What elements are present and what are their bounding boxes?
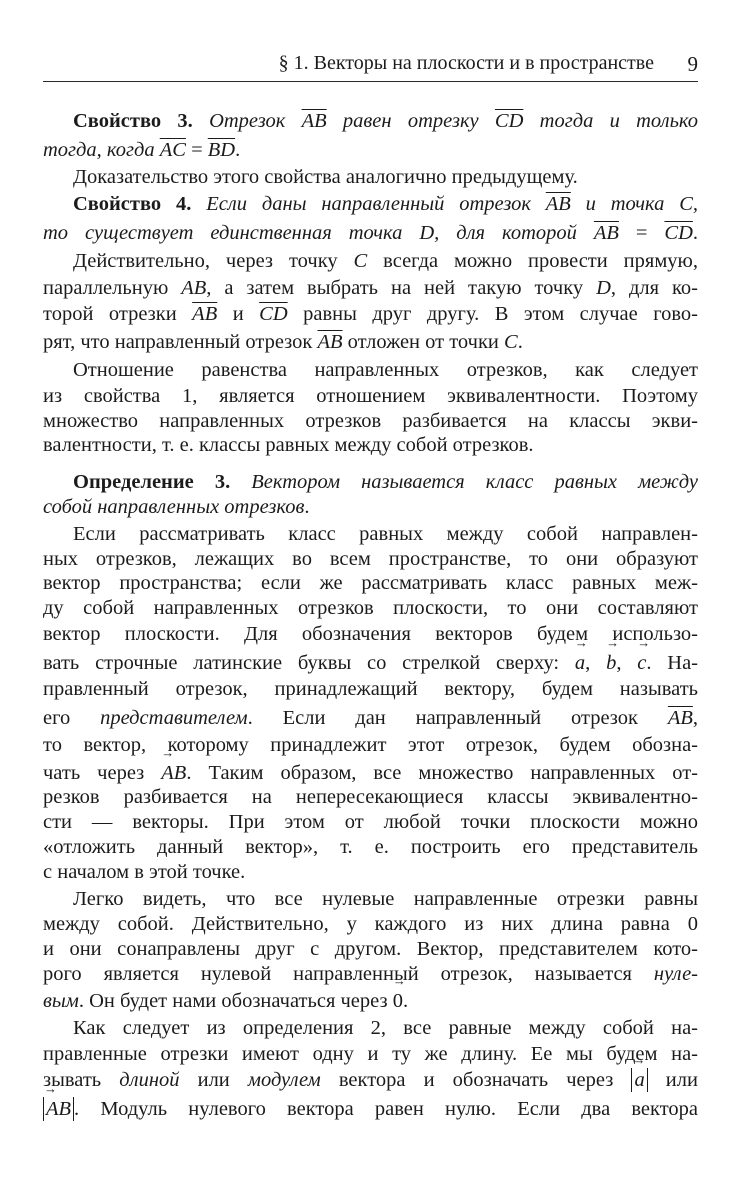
text-line — [43, 887, 698, 911]
text-run: $\overline{AB}$ — [317, 331, 343, 353]
text-line — [43, 810, 698, 834]
page-body — [43, 0, 698, 1182]
text-line — [43, 384, 698, 408]
text-run: → c — [637, 651, 646, 675]
text-run: $\overline{AB}$ — [593, 222, 619, 244]
text-run: , — [585, 652, 607, 674]
text-run: Если даны направленный отрезок — [206, 193, 546, 215]
text-run: → b — [606, 651, 616, 675]
text-run: то вектор, которому принадлежит этот отрезок, будем обозна- — [43, 734, 698, 756]
text-run: → AB — [43, 1097, 74, 1121]
text-run: , для ко- — [610, 277, 698, 299]
text-run: C — [504, 331, 518, 353]
text-run: . Модуль нулевого вектора равен нулю. Если два вектора — [74, 1098, 698, 1120]
text-line — [43, 835, 698, 859]
text-run: собой направленных отрезков — [43, 496, 305, 518]
text-line — [43, 249, 698, 273]
text-run: Отношение равенства направленных отрезков, как следует — [73, 359, 698, 381]
text-run: вектор плоскости. Для обозначения векторов будем использо- — [43, 623, 698, 645]
text-run: $\overline{CD}$ — [494, 110, 524, 132]
text-run: = — [185, 139, 208, 161]
text-run: $\overline{CD}$ — [664, 222, 693, 244]
text-run: Вектором называется класс равных между — [251, 471, 699, 493]
text-line — [43, 192, 698, 216]
text-line — [43, 1042, 698, 1066]
text-run: из свойства 1, является отношением эквивалентности. Поэтому — [43, 385, 698, 407]
text-run: модулем — [247, 1069, 321, 1091]
section-title: § 1. Векторы на плоскости и в пространстве — [278, 52, 654, 74]
text-line — [43, 1016, 698, 1040]
text-run: множество направленных отрезков разбивается на классы экви- — [43, 410, 698, 432]
text-run: $\overline{CD}$ — [259, 303, 288, 325]
text-line — [43, 409, 698, 433]
text-run: правленный отрезок, принадлежащий вектору, будем называть — [43, 678, 698, 700]
text-line — [43, 962, 698, 986]
text-run: . — [517, 331, 523, 353]
text-run: чать через — [43, 762, 162, 784]
text-run: . Таким образом, все множество направленных от- — [186, 762, 698, 784]
text-run: между собой. Действительно, у каждого из них длина равна 0 — [43, 913, 698, 935]
text-line — [43, 109, 698, 133]
text-run: представителем — [100, 707, 248, 729]
text-run: . — [235, 139, 241, 161]
text-run — [193, 110, 209, 132]
text-run: Легко видеть, что все нулевые направленные отрезки равны — [73, 888, 698, 910]
text-run: $\overline{AB}$ — [192, 303, 218, 325]
text-run: сти — векторы. При этом от любой точки плоскости можно — [43, 811, 698, 833]
text-run: , — [616, 652, 638, 674]
text-run: то существует единственная точка D, для которой — [43, 222, 594, 244]
text-run — [191, 193, 206, 215]
text-line — [43, 547, 698, 571]
text-run: его — [43, 707, 101, 729]
text-run: равны друг другу. В этом случае гово- — [287, 303, 698, 325]
text-run: Отрезок — [209, 110, 302, 132]
text-run: тогда и только — [523, 110, 698, 132]
text-line — [43, 761, 698, 785]
text-line — [43, 1068, 698, 1092]
text-line — [43, 165, 698, 189]
text-run: рят, что направленный отрезок — [43, 331, 318, 353]
text-line — [43, 622, 698, 646]
text-run: и точка C, — [570, 193, 698, 215]
text-run: зывать — [43, 1069, 120, 1091]
text-run: . — [402, 990, 409, 1012]
text-line — [43, 989, 698, 1013]
text-run: вектора и обозначать через — [320, 1069, 632, 1091]
text-run: . На- — [646, 652, 699, 674]
text-run: Действительно, через точку — [73, 250, 354, 272]
text-run: , а затем выбрать на ней такую точку — [206, 277, 597, 299]
text-run — [230, 471, 251, 493]
text-run: рого является нулевой направленный отрезок, называется — [43, 963, 654, 985]
text-run: «отложить данный вектор», т. е. построить его представитель — [43, 836, 698, 858]
text-run: → 0 — [393, 989, 403, 1013]
text-run: → a — [631, 1068, 647, 1092]
text-run: всегда можно провести прямую, — [367, 250, 698, 272]
text-run: , — [692, 707, 698, 729]
text-run: → a — [575, 651, 585, 675]
text-run: торой отрезки — [43, 303, 193, 325]
text-run: . — [692, 222, 699, 244]
text-line — [43, 138, 698, 162]
text-run: или — [179, 1069, 248, 1091]
text-run: $\overline{AB}$ — [667, 707, 693, 729]
text-run: тогда, когда — [43, 139, 160, 161]
text-run: AB — [181, 277, 207, 299]
text-run: . Он будет нами обозначаться через — [78, 990, 393, 1012]
text-run: Если рассматривать класс равных между собой направлен- — [73, 523, 698, 545]
text-line — [43, 785, 698, 809]
text-run: и они сонаправлены друг с другом. Вектор, представителем кото- — [43, 938, 698, 960]
text-run: = — [618, 222, 665, 244]
text-run: вым — [43, 990, 79, 1012]
text-line — [43, 651, 698, 675]
text-run: . Если дан направленный отрезок — [247, 707, 668, 729]
text-run: равен отрезку — [326, 110, 495, 132]
text-run: Свойство 3. — [73, 110, 193, 132]
text-line — [43, 470, 698, 494]
text-run: ду собой направленных отрезков плоскости, то они составляют — [43, 597, 698, 619]
text-run: резков разбивается на непересекающиеся классы эквивалентно- — [43, 786, 698, 808]
text-run: отложен от точки — [342, 331, 504, 353]
text-run: вать строчные латинские буквы со стрелкой сверху: — [43, 652, 575, 674]
text-line — [43, 706, 698, 730]
text-line — [43, 522, 698, 546]
text-line — [43, 860, 698, 884]
text-run: валентности, т. е. классы равных между собой отрезков. — [43, 434, 534, 456]
text-run: Свойство 4. — [73, 193, 192, 215]
text-line — [43, 677, 698, 701]
text-run: $\overline{AB}$ — [301, 110, 327, 132]
text-run: → AB — [161, 761, 186, 785]
text-run: с началом в этой точке. — [43, 861, 246, 883]
text-run: параллельную — [43, 277, 182, 299]
text-line — [43, 1097, 698, 1121]
text-run: Определение 3. — [73, 471, 231, 493]
text-line — [43, 358, 698, 382]
text-line — [43, 433, 698, 457]
text-run: и — [217, 303, 260, 325]
text-run: длиной — [119, 1069, 180, 1091]
text-line — [43, 330, 698, 354]
text-line — [43, 733, 698, 757]
text-run: или — [647, 1069, 698, 1091]
text-run: $\overline{BD}$ — [207, 139, 236, 161]
text-run: C — [353, 250, 368, 272]
text-run: . — [304, 496, 310, 518]
text-run: D — [596, 277, 611, 299]
text-line — [43, 571, 698, 595]
text-line — [43, 276, 698, 300]
text-line — [43, 302, 698, 326]
text-line — [43, 912, 698, 936]
text-line — [43, 937, 698, 961]
text-run: вектор пространства; если же рассматривать класс равных меж- — [43, 572, 698, 594]
page-number: 9 — [687, 52, 698, 76]
text-line — [43, 596, 698, 620]
text-line — [43, 221, 698, 245]
text-run: $\overline{AB}$ — [545, 193, 571, 215]
text-run: нуле- — [653, 963, 698, 985]
text-line — [43, 495, 698, 519]
text-run: правленные отрезки имеют одну и ту же длину. Ее мы будем на- — [43, 1043, 698, 1065]
text-run: Как следует из определения 2, все равные между собой на- — [73, 1017, 698, 1039]
text-run: Доказательство этого свойства аналогично предыдущему. — [73, 166, 578, 188]
text-run: $\overline{AC}$ — [159, 139, 186, 161]
text-run: ных отрезков, лежащих во всем пространстве, то они образуют — [43, 548, 698, 570]
